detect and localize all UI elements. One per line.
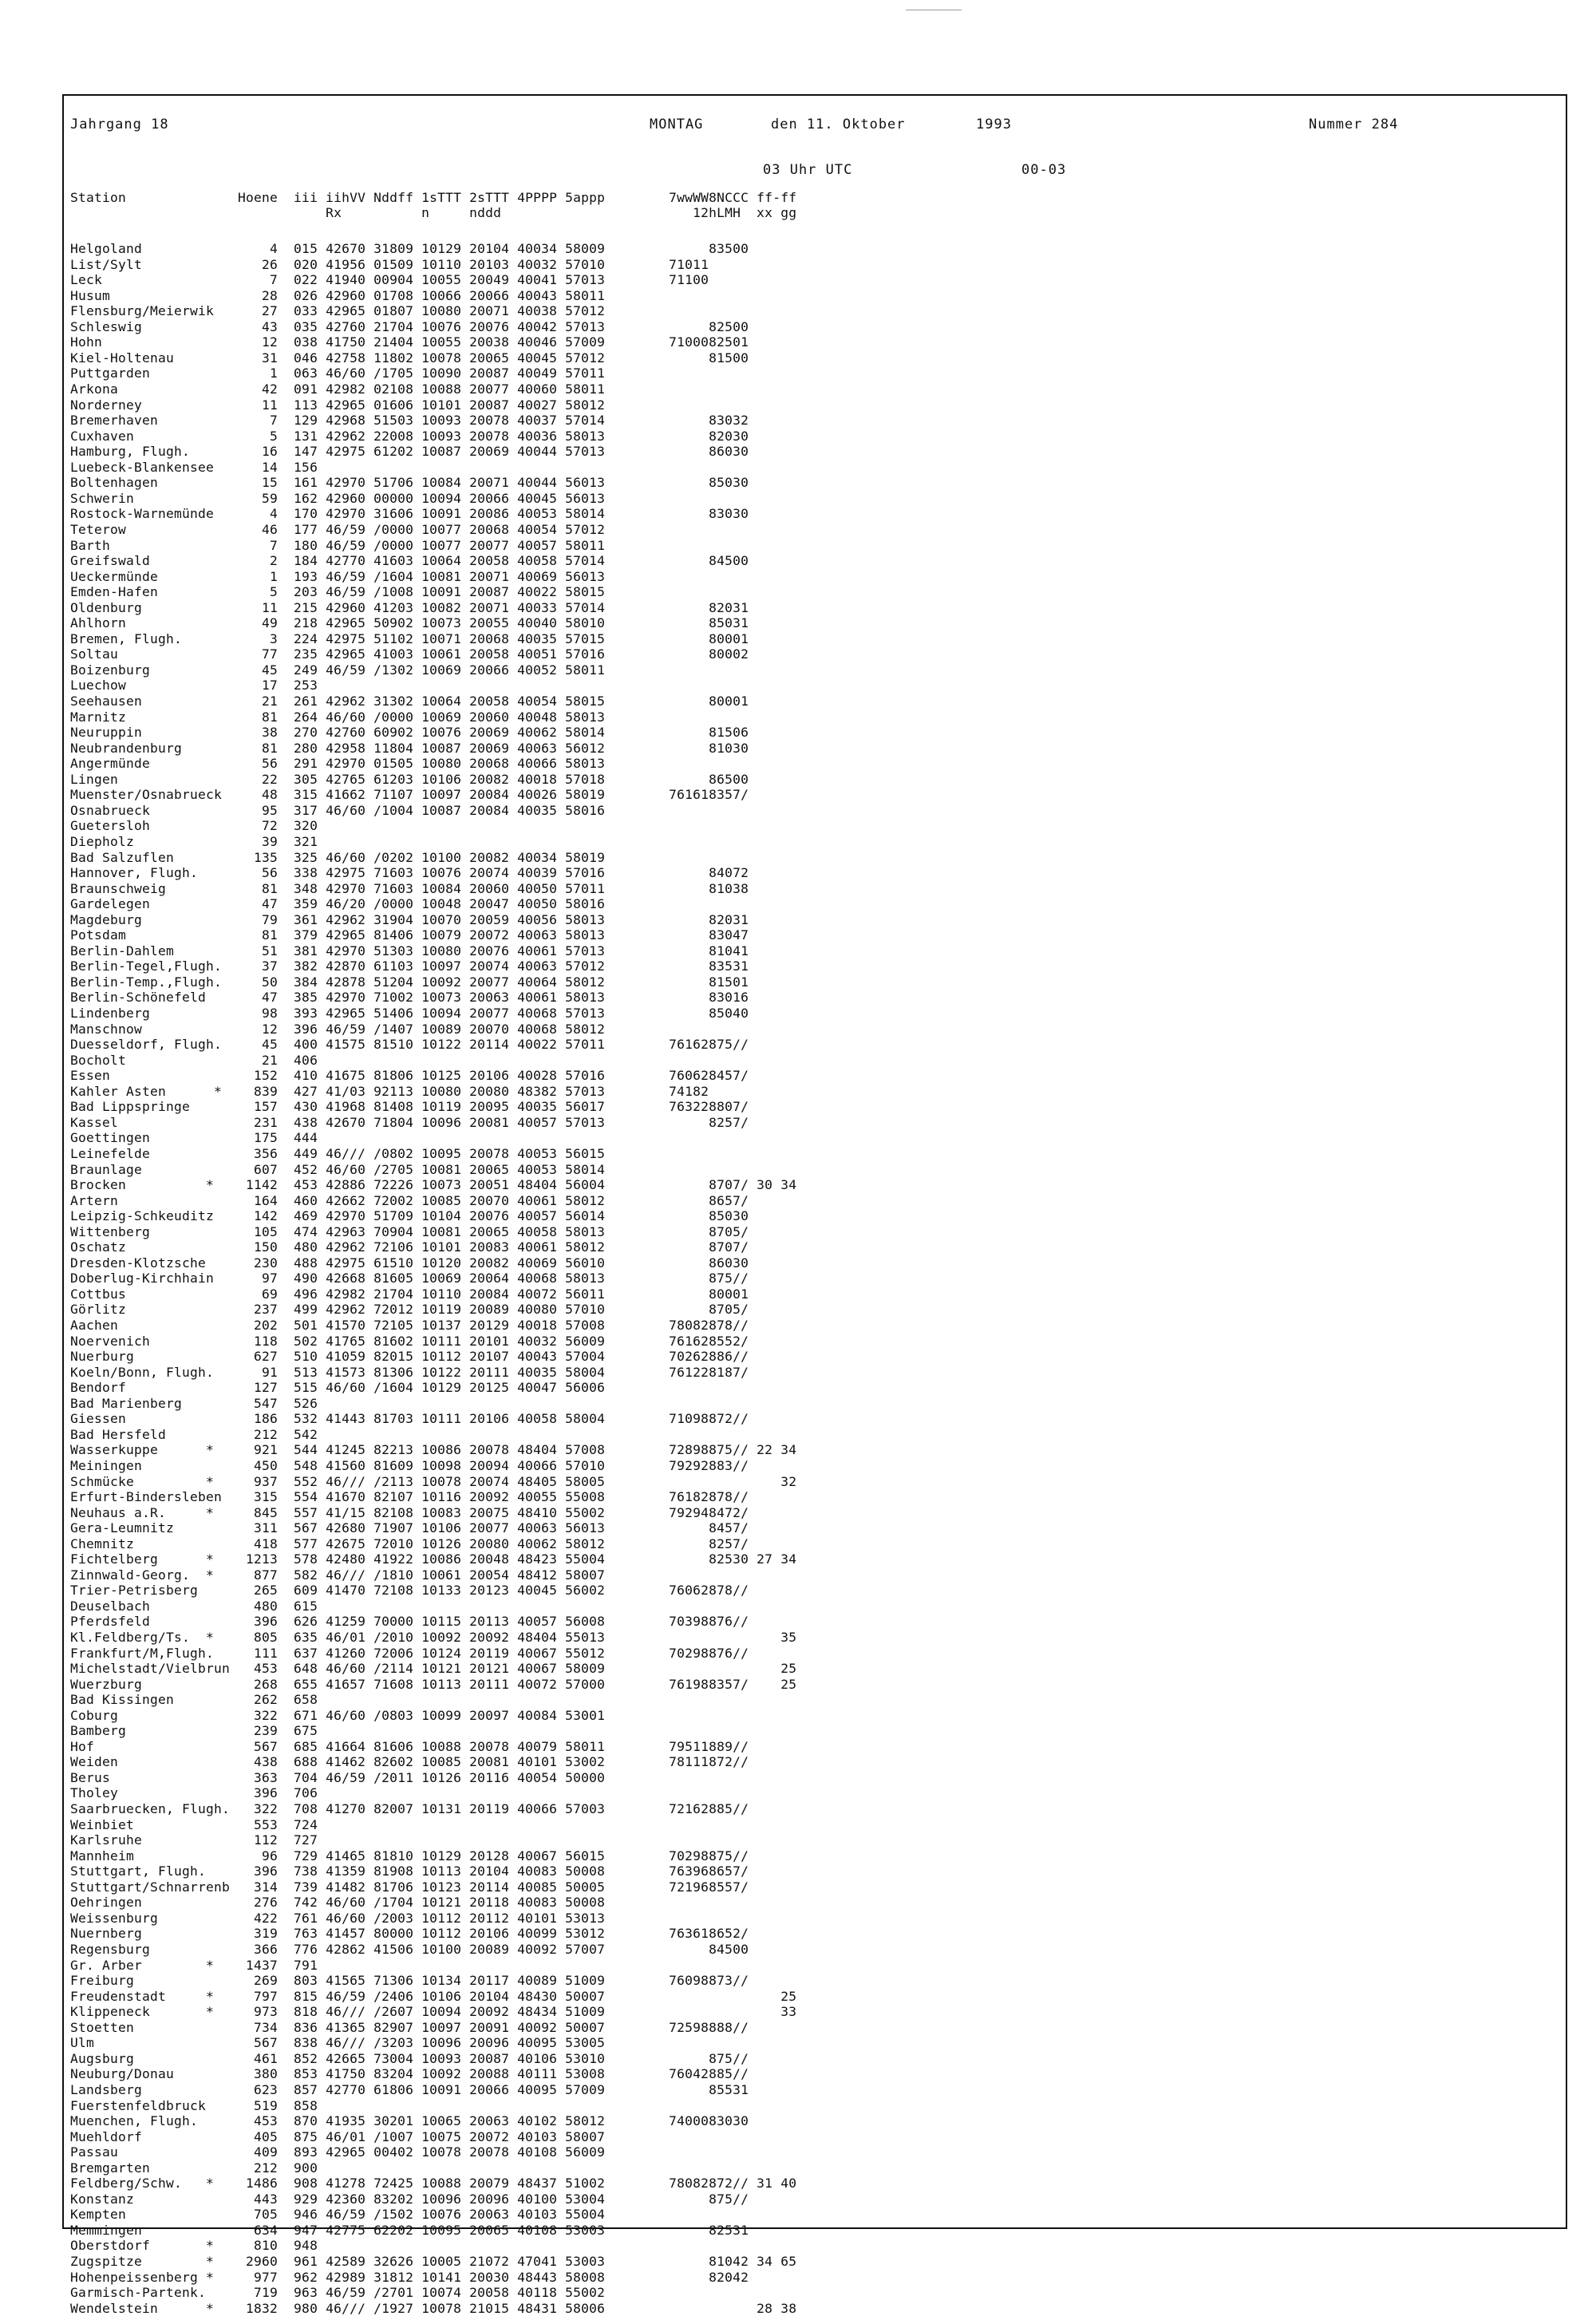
table-row: Weissenburg 422 761 46/60 /2003 10112 20112 40101 53013 xyxy=(70,1910,606,1926)
table-row: Braunlage 607 452 46/60 /2705 10081 20065 40053 58014 xyxy=(70,1161,606,1177)
table-row: Chemnitz 418 577 42675 72010 10126 20080 40062 58012 8257/ xyxy=(70,1535,749,1551)
table-row: Ueckermünde 1 193 46/59 /1604 10081 20071 40069 56013 xyxy=(70,568,606,584)
table-row: Wasserkuppe * 921 544 41245 82213 10086 20078 48404 57008 72898875// 22 34 xyxy=(70,1442,797,1458)
table-row: Bad Hersfeld 212 542 xyxy=(70,1426,318,1442)
table-row: Rostock-Warnemünde 4 170 42970 31606 10091 20086 40053 58014 83030 xyxy=(70,506,749,522)
column-subheader-row: Rx n nddd 12hLMH xx gg xyxy=(70,205,797,220)
table-row: Seehausen 21 261 42962 31302 10064 20058 40054 58015 80001 xyxy=(70,694,749,709)
table-row: Leinefelde 356 449 46/// /0802 10095 20078 40053 56015 xyxy=(70,1145,606,1161)
table-row: Nuerburg 627 510 41059 82015 10112 20107 40043 57004 70262886// xyxy=(70,1349,749,1364)
table-row: Hof 567 685 41664 81606 10088 20078 40079 58011 79511889// xyxy=(70,1738,749,1754)
table-row: Muehldorf 405 875 46/01 /1007 10075 20072 40103 58007 xyxy=(70,2128,606,2144)
table-row: Brocken * 1142 453 42886 72226 10073 20051 48404 56004 8707/ 30 34 xyxy=(70,1177,797,1192)
table-row: Tholey 396 706 xyxy=(70,1785,318,1801)
table-row: Karlsruhe 112 727 xyxy=(70,1832,318,1848)
table-row: Leipzig-Schkeuditz 142 469 42970 51709 10104 20076 40057 56014 85030 xyxy=(70,1208,749,1224)
table-row: Leck 7 022 41940 00904 10055 20049 40041 57013 71100 xyxy=(70,272,709,288)
table-row: Cuxhaven 5 131 42962 22008 10093 20078 40036 58013 82030 xyxy=(70,428,749,444)
table-row: List/Sylt 26 020 41956 01509 10110 20103 40032 57010 71011 xyxy=(70,256,709,272)
table-row: Bad Marienberg 547 526 xyxy=(70,1395,318,1411)
table-row: Augsburg 461 852 42665 73004 10093 20087 40106 53010 875// xyxy=(70,2050,749,2066)
table-row: Boizenburg 45 249 46/59 /1302 10069 20066 40052 58011 xyxy=(70,662,606,678)
table-row: Bremgarten 212 900 xyxy=(70,2160,318,2176)
table-row: Luechow 17 253 xyxy=(70,678,318,694)
table-row: Stoetten 734 836 41365 82907 10097 20091 40092 50007 72598888// xyxy=(70,2019,749,2035)
table-row: Doberlug-Kirchhain 97 490 42668 81605 10069 20064 40068 58013 875// xyxy=(70,1271,749,1286)
table-row: Wuerzburg 268 655 41657 71608 10113 20111 40072 57000 761988357/ 25 xyxy=(70,1676,797,1692)
table-row: Braunschweig 81 348 42970 71603 10084 20060 40050 57011 81038 xyxy=(70,880,749,896)
table-row: Weinbiet 553 724 xyxy=(70,1816,318,1832)
table-row: Puttgarden 1 063 46/60 /1705 10090 20087 40049 57011 xyxy=(70,366,606,381)
table-row: Coburg 322 671 46/60 /0803 10099 20097 40084 53001 xyxy=(70,1707,606,1723)
table-row: Oldenburg 11 215 42960 41203 10082 20071 40033 57014 82031 xyxy=(70,599,749,615)
table-row: Wendelstein * 1832 980 46/// /1927 10078 21015 48431 58006 28 38 xyxy=(70,2300,797,2316)
table-row: Dresden-Klotzsche 230 488 42975 61510 10120 20082 40069 56010 86030 xyxy=(70,1255,749,1271)
table-row: Garmisch-Partenk. 719 963 46/59 /2701 10074 20058 40118 55002 xyxy=(70,2285,606,2301)
table-row: Wittenberg 105 474 42963 70904 10081 20065 40058 58013 8705/ xyxy=(70,1223,749,1239)
table-row: Stuttgart, Flugh. 396 738 41359 81908 10113 20104 40083 50008 763968657/ xyxy=(70,1863,749,1879)
table-row: Gr. Arber * 1437 791 xyxy=(70,1957,318,1973)
table-row: Erfurt-Bindersleben 315 554 41670 82107 10116 20092 40055 55008 76182878// xyxy=(70,1489,749,1504)
table-row: Oberstdorf * 810 948 xyxy=(70,2238,318,2254)
table-row: Flensburg/Meierwik 27 033 42965 01807 10080 20071 40038 57012 xyxy=(70,303,606,319)
weekday-label: MONTAG xyxy=(650,117,704,132)
table-row: Klippeneck * 973 818 46/// /2607 10094 20092 48434 51009 33 xyxy=(70,2004,797,2020)
table-row: Giessen 186 532 41443 81703 10111 20106 40058 58004 71098872// xyxy=(70,1411,749,1427)
table-row: Neuhaus a.R. * 845 557 41/15 82108 10083 20075 48410 55002 792948472/ xyxy=(70,1504,749,1520)
table-row: Neuruppin 38 270 42760 60902 10076 20069 40062 58014 81506 xyxy=(70,725,749,741)
table-row: Kiel-Holtenau 31 046 42758 11802 10078 20065 40045 57012 81500 xyxy=(70,350,749,366)
table-row: Freiburg 269 803 41565 71306 10134 20117 40089 51009 76098873// xyxy=(70,1973,749,1989)
table-row: Hohn 12 038 41750 21404 10055 20038 40046 57009 7100082501 xyxy=(70,334,749,350)
table-row: Magdeburg 79 361 42962 31904 10070 20059 40056 58013 82031 xyxy=(70,911,749,927)
table-row: Lindenberg 98 393 42965 51406 10094 20077 40068 57013 85040 xyxy=(70,1006,749,1021)
table-row: Bamberg 239 675 xyxy=(70,1723,318,1739)
table-row: Lingen 22 305 42765 61203 10106 20082 40018 57018 86500 xyxy=(70,771,749,787)
table-row: Bad Kissingen 262 658 xyxy=(70,1692,318,1708)
table-row: Kempten 705 946 46/59 /1502 10076 20063 40103 55004 xyxy=(70,2207,606,2223)
table-row: Boltenhagen 15 161 42970 51706 10084 20071 40044 56013 85030 xyxy=(70,475,749,491)
nummer-label: Nummer 284 xyxy=(1309,117,1399,132)
table-row: Meiningen 450 548 41560 81609 10098 20094 40066 57010 79292883// xyxy=(70,1457,749,1473)
jahrgang-label: Jahrgang 18 xyxy=(70,117,169,132)
table-row: Berus 363 704 46/59 /2011 10126 20116 40054 50000 xyxy=(70,1769,606,1785)
table-row: Greifswald 2 184 42770 41603 10064 20058 40058 57014 84500 xyxy=(70,553,749,568)
table-row: Landsberg 623 857 42770 61806 10091 20066 40095 57009 85531 xyxy=(70,2081,749,2097)
table-row: Zugspitze * 2960 961 42589 32626 10005 21072 47041 53003 81042 34 65 xyxy=(70,2254,797,2269)
table-row: Muenchen, Flugh. 453 870 41935 30201 10065 20063 40102 58012 7400083030 xyxy=(70,2113,749,2128)
table-row: Duesseldorf, Flugh. 45 400 41575 81510 10122 20114 40022 57011 76162875// xyxy=(70,1037,749,1053)
table-row: Artern 164 460 42662 72002 10085 20070 40061 58012 8657/ xyxy=(70,1192,749,1208)
table-row: Memmingen 634 947 42775 62202 10095 20065 40108 53003 82531 xyxy=(70,2222,749,2238)
table-row: Berlin-Dahlem 51 381 42970 51303 10080 20076 40061 57013 81041 xyxy=(70,943,749,958)
table-row: Ulm 567 838 46/// /3203 10096 20096 40095 53005 xyxy=(70,2035,606,2051)
table-row: Gardelegen 47 359 46/20 /0000 10048 20047 40050 58016 xyxy=(70,896,606,912)
table-row: Helgoland 4 015 42670 31809 10129 20104 40034 58009 83500 xyxy=(70,241,749,256)
table-row: Fichtelberg * 1213 578 42480 41922 10086 20048 48423 55004 82530 27 34 xyxy=(70,1551,797,1567)
table-row: Passau 409 893 42965 00402 10078 20078 40108 56009 xyxy=(70,2144,606,2160)
table-row: Frankfurt/M,Flugh. 111 637 41260 72006 10124 20119 40067 55012 70298876// xyxy=(70,1645,749,1661)
table-row: Gera-Leumnitz 311 567 42680 71907 10106 20077 40063 56013 8457/ xyxy=(70,1520,749,1536)
table-row: Kassel 231 438 42670 71804 10096 20081 40057 57013 8257/ xyxy=(70,1114,749,1130)
table-row: Potsdam 81 379 42965 81406 10079 20072 40063 58013 83047 xyxy=(70,927,749,943)
table-row: Saarbruecken, Flugh. 322 708 41270 82007 10131 20119 40066 57003 72162885// xyxy=(70,1801,749,1816)
table-row: Mannheim 96 729 41465 81810 10129 20128 40067 56015 70298875// xyxy=(70,1848,749,1863)
table-row: Bocholt 21 406 xyxy=(70,1052,318,1068)
table-row: Bendorf 127 515 46/60 /1604 10129 20125 40047 56006 xyxy=(70,1380,606,1396)
table-row: Essen 152 410 41675 81806 10125 20106 40028 57016 760628457/ xyxy=(70,1068,749,1084)
table-row: Barth 7 180 46/59 /0000 10077 20077 40057 58011 xyxy=(70,537,606,553)
table-row: Emden-Hafen 5 203 46/59 /1008 10091 20087 40022 58015 xyxy=(70,584,606,600)
table-row: Bad Lippspringe 157 430 41968 81408 10119 20095 40035 56017 763228807/ xyxy=(70,1099,749,1115)
table-row: Berlin-Tegel,Flugh. 37 382 42870 61103 10097 20074 40063 57012 83531 xyxy=(70,958,749,974)
table-row: Bremen, Flugh. 3 224 42975 51102 10071 20068 40035 57015 80001 xyxy=(70,630,749,646)
table-row: Soltau 77 235 42965 41003 10061 20058 40051 57016 80002 xyxy=(70,646,749,662)
table-row: Zinnwald-Georg. * 877 582 46/// /1810 10061 20054 48412 58007 xyxy=(70,1567,606,1583)
table-row: Luebeck-Blankensee 14 156 xyxy=(70,459,318,475)
table-row: Kahler Asten * 839 427 41/03 92113 10080 20080 48382 57013 74182 xyxy=(70,1083,709,1099)
bulletin-sheet xyxy=(62,94,1567,2316)
table-row: Teterow 46 177 46/59 /0000 10077 20068 40054 57012 xyxy=(70,521,606,537)
table-row: Görlitz 237 499 42962 72012 10119 20089 40080 57010 8705/ xyxy=(70,1302,749,1318)
date-label: den 11. Oktober xyxy=(771,117,906,132)
table-row: Trier-Petrisberg 265 609 41470 72108 10133 20123 40045 56002 76062878// xyxy=(70,1583,749,1599)
table-row: Hannover, Flugh. 56 338 42975 71603 10076 20074 40039 57016 84072 xyxy=(70,865,749,880)
table-row: Koeln/Bonn, Flugh. 91 513 41573 81306 10122 20111 40035 58004 761228187/ xyxy=(70,1364,749,1380)
table-row: Goettingen 175 444 xyxy=(70,1130,318,1146)
table-row: Konstanz 443 929 42360 83202 10096 20096 40100 53004 875// xyxy=(70,2191,749,2207)
table-row: Neuburg/Donau 380 853 41750 83204 10092 20088 40111 53008 76042885// xyxy=(70,2066,749,2082)
table-row: Pferdsfeld 396 626 41259 70000 10115 20113 40057 56008 70398876// xyxy=(70,1614,749,1630)
table-row: Norderney 11 113 42965 01606 10101 20087 40027 58012 xyxy=(70,397,606,413)
table-row: Michelstadt/Vielbrun 453 648 46/60 /2114 10121 20121 40067 58009 25 xyxy=(70,1661,797,1676)
table-row: Husum 28 026 42960 01708 10066 20066 40043 58011 xyxy=(70,287,606,303)
column-header-row: Station Hoene iii iihVV Nddff 1sTTT 2sTTT 4PPPP 5appp 7wwWW8NCCC ff-ff xyxy=(70,190,797,205)
table-row: Nuernberg 319 763 41457 80000 10112 20106 40099 53012 763618652/ xyxy=(70,1926,749,1942)
table-row: Diepholz 39 321 xyxy=(70,833,318,849)
table-row: Regensburg 366 776 42862 41506 10100 20089 40092 57007 84500 xyxy=(70,1942,749,1957)
table-row: Deuselbach 480 615 xyxy=(70,1598,318,1614)
table-row: Schwerin 59 162 42960 00000 10094 20066 40045 56013 xyxy=(70,490,606,506)
table-row: Kl.Feldberg/Ts. * 805 635 46/01 /2010 10092 20092 48404 55013 35 xyxy=(70,1630,797,1645)
table-row: Berlin-Temp.,Flugh. 50 384 42878 51204 10092 20077 40064 58012 81501 xyxy=(70,974,749,990)
table-row: Neubrandenburg 81 280 42958 11804 10087 20069 40063 56012 81030 xyxy=(70,740,749,756)
table-row: Aachen 202 501 41570 72105 10137 20129 40018 57008 78082878// xyxy=(70,1318,749,1333)
table-row: Bremerhaven 7 129 42968 51503 10093 20078 40037 57014 83032 xyxy=(70,413,749,429)
table-row: Weiden 438 688 41462 82602 10085 20081 40101 53002 78111872// xyxy=(70,1754,749,1770)
table-row: Guetersloh 72 320 xyxy=(70,818,318,834)
table-row: Schleswig 43 035 42760 21704 10076 20076 40042 57013 82500 xyxy=(70,318,749,334)
table-row: Freudenstadt * 797 815 46/59 /2406 10106 20104 48430 50007 25 xyxy=(70,1988,797,2004)
table-row: Cottbus 69 496 42982 21704 10110 20084 40072 56011 80001 xyxy=(70,1286,749,1302)
table-row: Manschnow 12 396 46/59 /1407 10089 20070 40068 58012 xyxy=(70,1021,606,1037)
table-row: Angermünde 56 291 42970 01505 10080 20068 40066 58013 xyxy=(70,756,606,772)
table-row: Noervenich 118 502 41765 81602 10111 20101 40032 56009 761628552/ xyxy=(70,1333,749,1349)
table-row: Oehringen 276 742 46/60 /1704 10121 20118 40083 50008 xyxy=(70,1895,606,1911)
table-row: Marnitz 81 264 46/60 /0000 10069 20060 40048 58013 xyxy=(70,709,606,725)
table-row: Stuttgart/Schnarrenb 314 739 41482 81706 10123 20114 40085 50005 721968557/ xyxy=(70,1879,749,1895)
table-row: Osnabrueck 95 317 46/60 /1004 10087 20084 40035 58016 xyxy=(70,802,606,818)
year-label: 1993 xyxy=(976,117,1012,132)
table-row: Berlin-Schönefeld 47 385 42970 71002 10073 20063 40061 58013 83016 xyxy=(70,990,749,1006)
table-row: Hamburg, Flugh. 16 147 42975 61202 10087 20069 40044 57013 86030 xyxy=(70,444,749,460)
table-row: Feldberg/Schw. * 1486 908 41278 72425 10088 20079 48437 51002 78082872// 31 40 xyxy=(70,2176,797,2192)
period-label: 00-03 xyxy=(1021,162,1067,178)
table-row: Oschatz 150 480 42962 72106 10101 20083 40061 58012 8707/ xyxy=(70,1239,749,1255)
table-row: Arkona 42 091 42982 02108 10088 20077 40060 58011 xyxy=(70,381,606,397)
table-row: Fuerstenfeldbruck 519 858 xyxy=(70,2097,318,2113)
table-row: Bad Salzuflen 135 325 46/60 /0202 10100 20082 40034 58019 xyxy=(70,849,606,865)
table-row: Ahlhorn 49 218 42965 50902 10073 20055 40040 58010 85031 xyxy=(70,615,749,631)
table-row: Muenster/Osnabrueck 48 315 41662 71107 10097 20084 40026 58019 761618357/ xyxy=(70,787,749,803)
time-label: 03 Uhr UTC xyxy=(763,162,853,178)
table-row: Schmücke * 937 552 46/// /2113 10078 20074 48405 58005 32 xyxy=(70,1473,797,1489)
table-row: Hohenpeissenberg * 977 962 42989 31812 10141 20030 48443 58008 82042 xyxy=(70,2269,749,2285)
